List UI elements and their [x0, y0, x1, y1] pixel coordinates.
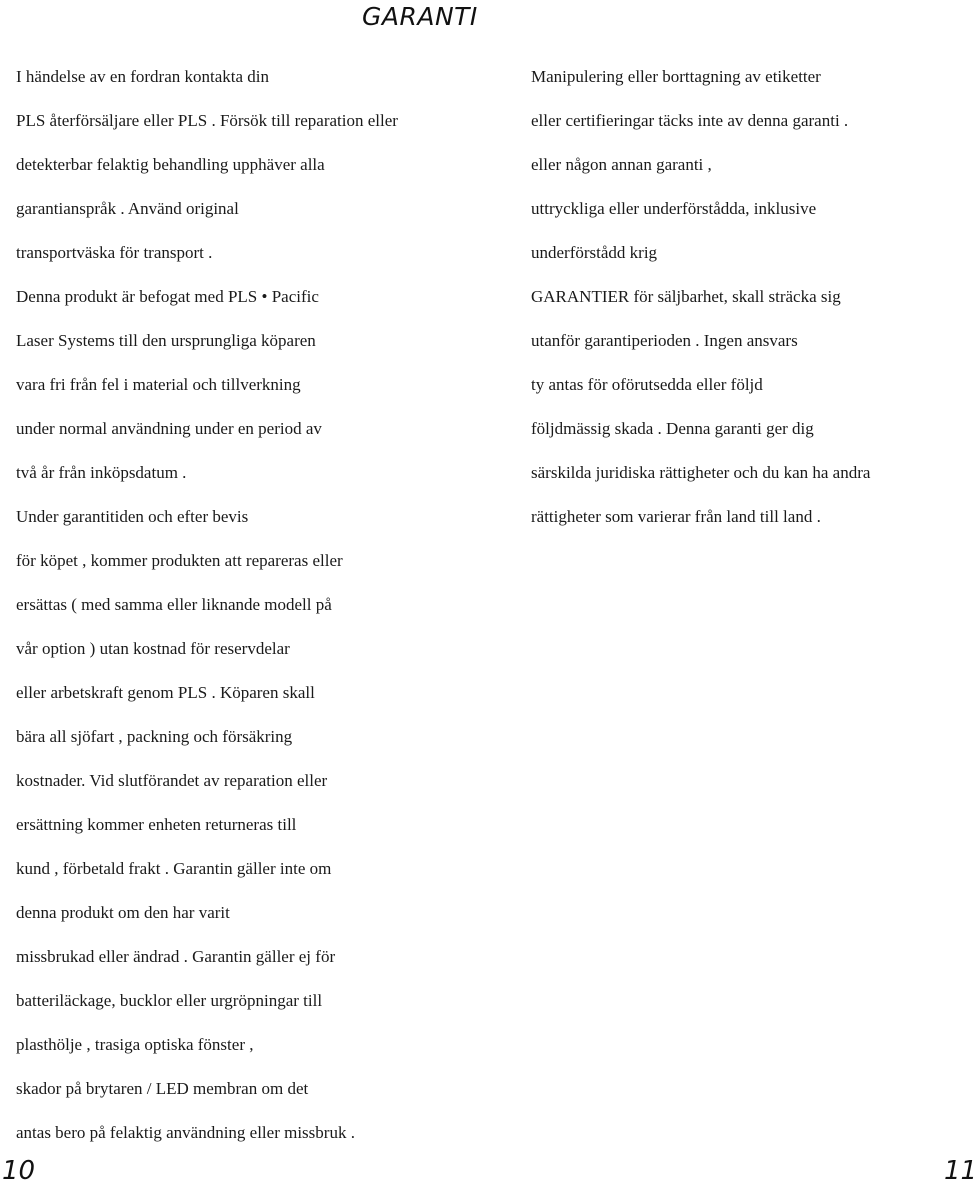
- text-line: PLS återförsäljare eller PLS . Försök till reparation eller: [16, 111, 398, 130]
- text-line: denna produkt om den har varit: [16, 903, 230, 922]
- text-line: Under garantitiden och efter bevis: [16, 507, 249, 526]
- left-text-column: [16, 64, 486, 1164]
- text-line: ersättning kommer enheten returneras till: [16, 815, 297, 834]
- text-line: ty antas för oförutsedda eller följd: [531, 375, 763, 394]
- text-line: kund , förbetald frakt . Garantin gäller inte om: [16, 859, 332, 878]
- text-line: skador på brytaren / LED membran om det: [16, 1079, 309, 1098]
- text-line: underförstådd krig: [531, 243, 658, 262]
- text-line: missbrukad eller ändrad . Garantin gäller ej för: [16, 947, 336, 966]
- text-line: uttryckliga eller underförstådda, inklusive: [531, 199, 817, 218]
- text-line: två år från inköpsdatum .: [16, 463, 187, 482]
- text-line: antas bero på felaktig användning eller missbruk .: [16, 1123, 355, 1142]
- text-line: ersättas ( med samma eller liknande modell på: [16, 595, 332, 614]
- text-line: bära all sjöfart , packning och försäkring: [16, 727, 293, 746]
- text-line: garantianspråk . Använd original: [16, 199, 239, 218]
- text-line: Manipulering eller borttagning av etiketter: [531, 67, 821, 86]
- text-line: vår option ) utan kostnad för reservdelar: [16, 639, 290, 658]
- text-line: eller certifieringar täcks inte av denna garanti .: [531, 111, 849, 130]
- text-line: Laser Systems till den ursprungliga köparen: [16, 331, 316, 350]
- text-line: särskilda juridiska rättigheter och du kan ha andra: [531, 463, 871, 482]
- text-line: under normal användning under en period av: [16, 419, 322, 438]
- text-line: eller arbetskraft genom PLS . Köparen skall: [16, 683, 315, 702]
- text-line: Denna produkt är befogat med PLS • Pacific: [16, 287, 319, 306]
- page-number-right: 11: [944, 1156, 977, 1186]
- text-line: eller någon annan garanti ,: [531, 155, 712, 174]
- page-number-left: 10: [2, 1156, 36, 1186]
- text-line: rättigheter som varierar från land till land .: [531, 507, 821, 526]
- text-line: utanför garantiperioden . Ingen ansvars: [531, 331, 798, 350]
- text-line: plasthölje , trasiga optiska fönster ,: [16, 1035, 254, 1054]
- text-line: batteriläckage, bucklor eller urgröpningar till: [16, 991, 323, 1010]
- text-line: kostnader. Vid slutförandet av reparation eller: [16, 771, 328, 790]
- text-line: GARANTIER för säljbarhet, skall sträcka sig: [531, 287, 841, 306]
- text-line: följdmässig skada . Denna garanti ger dig: [531, 419, 814, 438]
- text-line: för köpet , kommer produkten att repareras eller: [16, 551, 343, 570]
- text-line: I händelse av en fordran kontakta din: [16, 67, 270, 86]
- right-text-column: [531, 64, 956, 548]
- text-line: transportväska för transport .: [16, 243, 213, 262]
- text-line: vara fri från fel i material och tillverkning: [16, 375, 301, 394]
- text-line: detekterbar felaktig behandling upphäver alla: [16, 155, 325, 174]
- page-title: GARANTI: [362, 2, 478, 31]
